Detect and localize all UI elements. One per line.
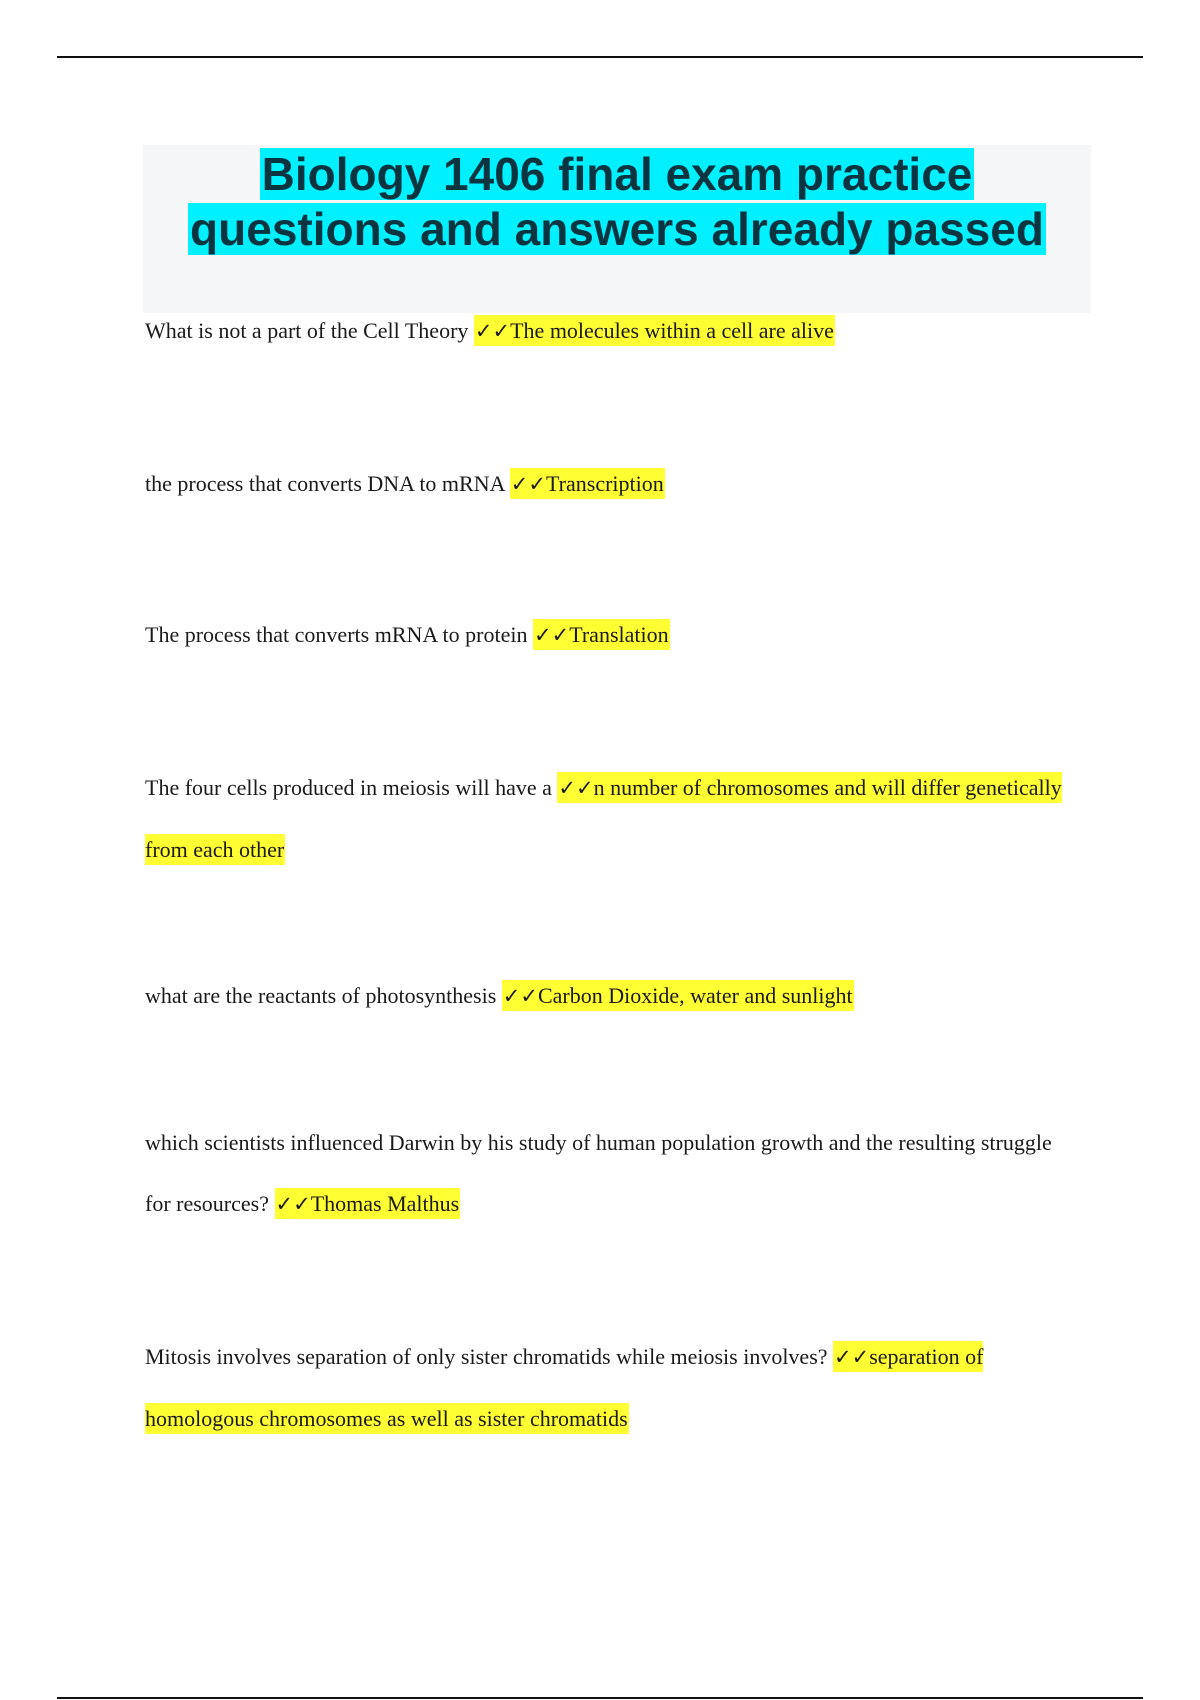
qa-item	[145, 1112, 1080, 1235]
double-check-icon: ✓✓	[834, 1345, 870, 1369]
double-check-icon: ✓✓	[502, 984, 538, 1008]
question-text: what are the reactants of photosynthesis	[145, 983, 497, 1008]
answer-text: Thomas Malthus	[310, 1191, 460, 1216]
top-rule	[57, 56, 1143, 58]
question-text: What is not a part of the Cell Theory	[145, 318, 469, 343]
answer-highlight	[275, 1188, 461, 1219]
title-line-2: questions and answers already passed	[190, 203, 1044, 255]
qa-item	[145, 453, 1080, 515]
question-text: Mitosis involves separation of only sister chromatids while meiosis involves?	[145, 1344, 828, 1369]
question-text: which scientists influenced Darwin by his study of human population growth and the resulting struggle for resources?	[145, 1130, 1052, 1216]
answer-highlight	[474, 315, 835, 346]
answer-highlight	[502, 980, 854, 1011]
answer-text: Carbon Dioxide, water and sunlight	[537, 983, 853, 1008]
double-check-icon: ✓✓	[275, 1192, 311, 1216]
document-title	[143, 145, 1091, 257]
title-block	[143, 145, 1091, 313]
question-text: The process that converts mRNA to protein	[145, 622, 528, 647]
double-check-icon: ✓✓	[533, 623, 570, 647]
qa-item	[145, 300, 1080, 362]
answer-highlight	[533, 619, 670, 650]
answer-text: Transcription	[546, 471, 664, 496]
bottom-rule	[57, 1697, 1143, 1699]
qa-item	[145, 965, 1080, 1027]
answer-highlight	[510, 468, 665, 499]
question-text: the process that converts DNA to mRNA	[145, 471, 505, 496]
double-check-icon: ✓✓	[558, 776, 594, 800]
answer-text: separation of homologous chromosomes as well as sister chromatids	[145, 1344, 984, 1431]
question-text: The four cells produced in meiosis will have a	[145, 775, 552, 800]
qa-item	[145, 757, 1080, 880]
double-check-icon: ✓✓	[474, 319, 511, 343]
answer-text: Translation	[569, 622, 669, 647]
answer-text: n number of chromosomes and will differ genetically from each other	[145, 775, 1062, 862]
qa-item	[145, 1326, 1080, 1449]
title-line-1: Biology 1406 final exam practice	[261, 148, 973, 200]
double-check-icon: ✓✓	[510, 472, 546, 496]
answer-text: The molecules within a cell are alive	[510, 318, 834, 343]
qa-item	[145, 604, 1080, 666]
